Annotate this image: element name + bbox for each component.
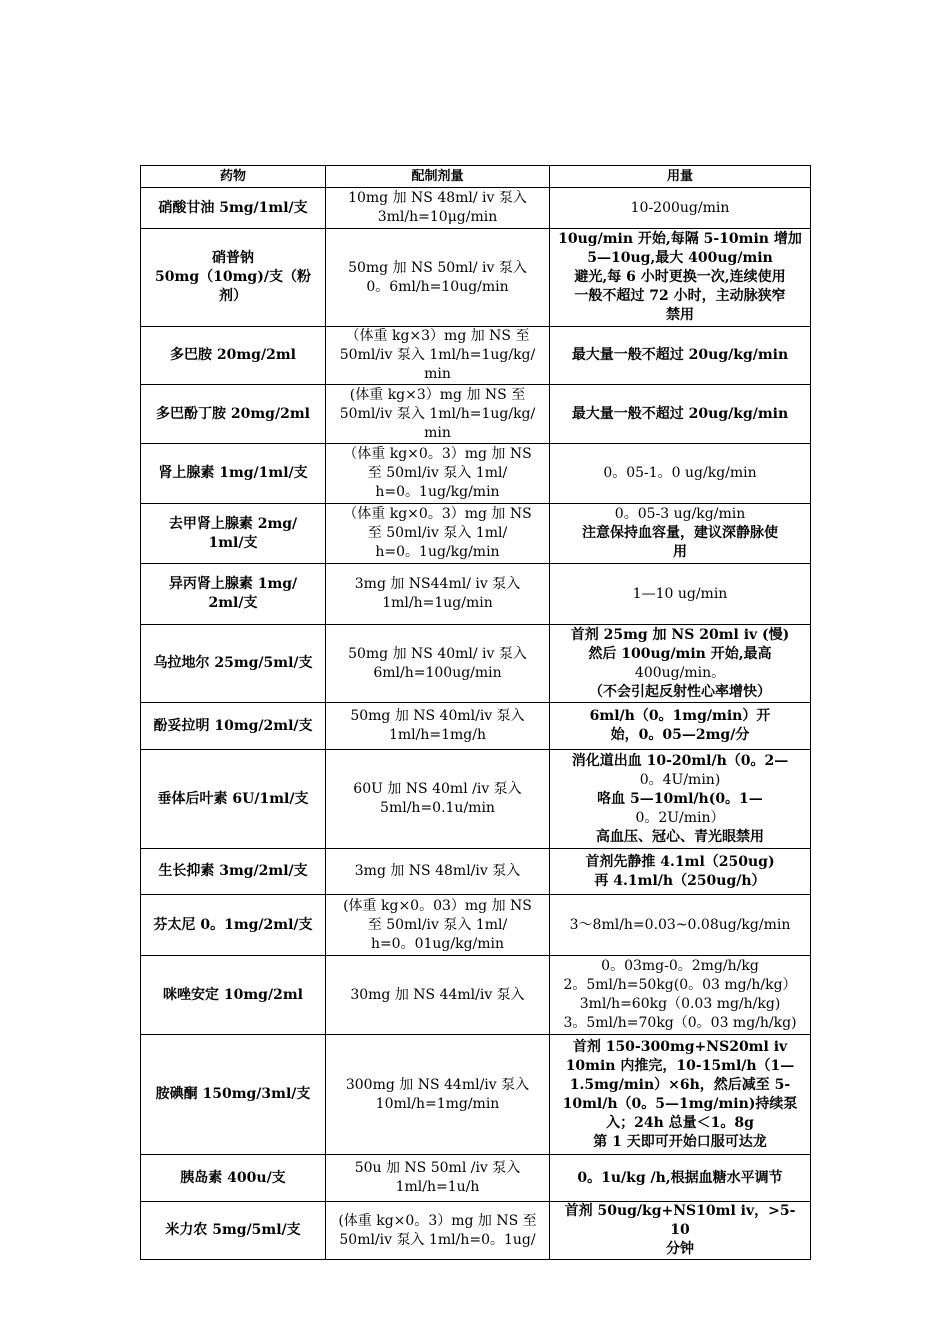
- drug-cell-line: 肾上腺素 1mg/1ml/支: [158, 465, 308, 481]
- preparation-cell-line: 50ml/iv 泵入 1ml/h=1ug/kg/: [339, 347, 536, 363]
- dosage-cell-line: 禁用: [666, 307, 694, 323]
- dosage-cell-line: 10ug/min 开始,每隔 5-10min 增加: [558, 231, 802, 247]
- preparation-cell-line: 至 50ml/iv 泵入 1ml/: [367, 916, 508, 933]
- preparation-cell-line: min: [424, 424, 451, 441]
- dosage-cell-line: 0。05-3 ug/kg/min: [614, 506, 746, 522]
- drug-cell-line: 1ml/支: [208, 534, 258, 551]
- dosage-cell-line: 高血压、冠心、青光眼禁用: [596, 828, 764, 845]
- dosage-cell-line: 3～8ml/h=0.03~0.08ug/kg/min: [569, 916, 791, 933]
- preparation-cell: [326, 385, 550, 444]
- table-row: [141, 895, 811, 956]
- drug-cell: [141, 504, 326, 564]
- dosage-cell: [550, 327, 811, 385]
- drug-cell-line: 2ml/支: [208, 595, 258, 611]
- preparation-cell-line: 50mg 加 NS 40ml/iv 泵入: [350, 708, 525, 724]
- table-row: [141, 849, 811, 895]
- dosage-cell-line: 始，0。05—2mg/分: [610, 727, 750, 743]
- dosage-cell: [550, 849, 811, 895]
- drug-cell: [141, 956, 326, 1035]
- dosage-cell-line: 首剂先静推 4.1ml（250ug): [585, 853, 775, 870]
- drug-cell-line: 咪唑安定 10mg/2ml: [163, 986, 303, 1003]
- drug-cell: [141, 229, 326, 327]
- dosage-cell-line: 最大量一般不超过 20ug/kg/min: [571, 405, 789, 422]
- drug-cell: [141, 564, 326, 625]
- dosage-cell-line: 6ml/h（0。1mg/min）开: [589, 708, 771, 724]
- drug-cell: [141, 444, 326, 504]
- table-row: [141, 1202, 811, 1260]
- dosage-cell: [550, 956, 811, 1035]
- preparation-cell-line: 300mg 加 NS 44ml/iv 泵入: [345, 1076, 530, 1093]
- preparation-cell-line: （体重 kg×0。3）mg 加 NS: [343, 506, 532, 522]
- preparation-cell-line: 50u 加 NS 50ml /iv 泵入: [354, 1160, 521, 1176]
- preparation-cell: [326, 895, 550, 956]
- table-body: [141, 188, 811, 1260]
- preparation-cell-line: 30mg 加 NS 44ml/iv 泵入: [350, 986, 525, 1003]
- drug-cell-line: 剂）: [219, 288, 247, 304]
- table-row: [141, 956, 811, 1035]
- dosage-cell-line: 第 1 天即可开始口服可达龙: [593, 1133, 767, 1150]
- dosage-cell-line: 咯血 5—10ml/h(0。1—: [597, 790, 763, 807]
- dosage-cell: [550, 188, 811, 229]
- drug-dosage-table: [140, 165, 811, 1260]
- preparation-cell-line: 6ml/h=100ug/min: [373, 664, 502, 681]
- preparation-cell: [326, 188, 550, 229]
- drug-cell-line: 米力农 5mg/5ml/支: [165, 1222, 301, 1238]
- preparation-cell-line: 至 50ml/iv 泵入 1ml/: [367, 525, 508, 541]
- preparation-cell-line: 1ml/h=1ug/min: [382, 595, 493, 611]
- table-row: [141, 385, 811, 444]
- preparation-cell: [326, 750, 550, 849]
- drug-cell: [141, 703, 326, 750]
- preparation-cell-line: 0。6ml/h=10ug/min: [366, 278, 509, 295]
- preparation-cell-line: (体重 kg×3）mg 加 NS 至: [349, 386, 526, 403]
- table-row: [141, 188, 811, 229]
- dosage-cell-line: 0。4U/min): [639, 771, 721, 788]
- preparation-cell-line: 50ml/iv 泵入 1ml/h=1ug/kg/: [339, 405, 536, 422]
- dosage-cell-line: 入；24h 总量＜1。8g: [606, 1114, 754, 1131]
- dosage-cell-line: 10min 内推完，10-15ml/h（1—: [565, 1057, 795, 1074]
- drug-cell-line: 胰岛素 400u/支: [180, 1169, 286, 1186]
- preparation-cell-line: 10mg 加 NS 48ml/ iv 泵入: [348, 190, 527, 206]
- preparation-cell-line: 50mg 加 NS 50ml/ iv 泵入: [348, 259, 527, 276]
- dosage-cell: [550, 625, 811, 703]
- dosage-cell-line: （不会引起反射性心率增快）: [589, 683, 771, 700]
- header-drug: 药物: [141, 166, 326, 188]
- dosage-cell: [550, 564, 811, 625]
- drug-cell: [141, 385, 326, 444]
- dosage-cell-line: 首剂 150-300mg+NS20ml iv: [572, 1038, 788, 1055]
- preparation-cell-line: 1ml/h=1u/h: [395, 1179, 480, 1195]
- preparation-cell-line: （体重 kg×0。3）mg 加 NS: [343, 446, 532, 462]
- preparation-cell: [326, 564, 550, 625]
- preparation-cell-line: h=0。01ug/kg/min: [370, 935, 505, 952]
- table-row: [141, 229, 811, 327]
- table-header-row: [141, 166, 811, 188]
- table-row: [141, 444, 811, 504]
- dosage-cell: [550, 229, 811, 327]
- dosage-cell-line: 首剂 25mg 加 NS 20ml iv (慢): [570, 626, 790, 643]
- preparation-cell: [326, 849, 550, 895]
- preparation-cell-line: 3mg 加 NS44ml/ iv 泵入: [354, 576, 521, 592]
- dosage-cell: [550, 703, 811, 750]
- dosage-cell: [550, 444, 811, 504]
- drug-cell-line: 硝酸甘油 5mg/1ml/支: [158, 199, 308, 216]
- drug-cell-line: 芬太尼 0。1mg/2ml/支: [153, 916, 313, 933]
- drug-cell-line: 多巴酚丁胺 20mg/2ml: [156, 405, 310, 422]
- preparation-cell-line: 3ml/h=10μg/min: [377, 209, 498, 225]
- dosage-cell-line: 0。2U/min）: [635, 809, 725, 826]
- dosage-cell: [550, 385, 811, 444]
- dosage-cell-line: 分钟: [666, 1241, 694, 1257]
- dosage-cell-line: 1.5mg/min）×6h，然后减至 5-: [569, 1076, 791, 1093]
- dosage-cell-line: 0。05-1。0 ug/kg/min: [603, 465, 757, 481]
- drug-cell: [141, 849, 326, 895]
- preparation-cell-line: h=0。1ug/kg/min: [375, 484, 500, 500]
- dosage-cell: [550, 895, 811, 956]
- dosage-cell-line: 再 4.1ml/h（250ug/h）: [594, 872, 766, 889]
- preparation-cell-line: 1ml/h=1mg/h: [388, 727, 486, 743]
- drug-cell-line: 垂体后叶素 6U/1ml/支: [157, 790, 309, 807]
- preparation-cell-line: 3mg 加 NS 48ml/iv 泵入: [354, 863, 521, 879]
- dosage-cell-line: 0。03mg-0。2mg/h/kg: [601, 958, 759, 974]
- dosage-cell-line: 400ug/min。: [634, 664, 726, 681]
- preparation-cell-line: 60U 加 NS 40ml /iv 泵入: [353, 781, 522, 797]
- drug-cell: [141, 895, 326, 956]
- dosage-cell: [550, 504, 811, 564]
- table-row: [141, 750, 811, 849]
- dosage-cell-line: 消化道出血 10-20ml/h（0。2—: [571, 752, 789, 769]
- drug-cell-line: 去甲肾上腺素 2mg/: [168, 515, 298, 532]
- dosage-cell-line: 10-200ug/min: [630, 199, 730, 216]
- preparation-cell: [326, 1202, 550, 1260]
- preparation-cell: [326, 956, 550, 1035]
- drug-cell: [141, 750, 326, 849]
- dosage-cell-line: 2。5ml/h=50kg(0。03 mg/h/kg）: [563, 977, 797, 993]
- preparation-cell-line: 10ml/h=1mg/min: [375, 1095, 500, 1112]
- drug-cell-line: 胺碘酮 150mg/3ml/支: [155, 1086, 311, 1102]
- drug-cell-line: 50mg（10mg)/支（粉: [155, 269, 311, 285]
- preparation-cell-line: (体重 kg×0。03）mg 加 NS: [343, 897, 532, 914]
- table-row: [141, 327, 811, 385]
- table-row: [141, 703, 811, 750]
- dosage-cell: [550, 1035, 811, 1155]
- dosage-cell: [550, 1202, 811, 1260]
- dosage-cell-line: 注意保持血容量，建议深静脉使: [582, 525, 778, 541]
- drug-cell: [141, 1202, 326, 1260]
- drug-cell: [141, 1035, 326, 1155]
- drug-cell-line: 生长抑素 3mg/2ml/支: [158, 863, 308, 879]
- dosage-cell-line: 避光,每 6 小时更换一次,连续使用: [574, 269, 786, 285]
- dosage-cell-line: 3。5ml/h=70kg（0。03 mg/h/kg): [563, 1015, 797, 1031]
- dosage-cell-line: 5—10ug,最大 400ug/min: [587, 250, 773, 266]
- table-row: [141, 504, 811, 564]
- dosage-cell-line: 10ml/h（0。5—1mg/min)持续泵: [562, 1095, 798, 1112]
- drug-cell: [141, 327, 326, 385]
- preparation-cell: [326, 229, 550, 327]
- drug-cell-line: 硝普钠: [212, 250, 254, 266]
- dosage-cell: [550, 1155, 811, 1202]
- drug-cell-line: 多巴胺 20mg/2ml: [170, 347, 296, 363]
- preparation-cell-line: 5ml/h=0.1u/min: [380, 800, 495, 816]
- table-row: [141, 625, 811, 703]
- preparation-cell: [326, 1035, 550, 1155]
- dosage-cell-line: 一般不超过 72 小时，主动脉狭窄: [574, 288, 786, 304]
- header-preparation: 配制剂量: [326, 166, 550, 188]
- drug-cell-line: 异丙肾上腺素 1mg/: [168, 576, 298, 592]
- header-dosage: 用量: [550, 166, 811, 188]
- preparation-cell-line: 50ml/iv 泵入 1ml/h=0。1ug/: [339, 1231, 536, 1248]
- preparation-cell: [326, 625, 550, 703]
- table-row: [141, 1155, 811, 1202]
- dosage-cell-line: 最大量一般不超过 20ug/kg/min: [571, 347, 789, 363]
- preparation-cell-line: 至 50ml/iv 泵入 1ml/: [367, 465, 508, 481]
- preparation-cell: [326, 444, 550, 504]
- preparation-cell-line: （体重 kg×3）mg 加 NS 至: [345, 328, 530, 344]
- preparation-cell: [326, 1155, 550, 1202]
- drug-cell: [141, 188, 326, 229]
- preparation-cell-line: h=0。1ug/kg/min: [375, 544, 500, 560]
- dosage-cell-line: 1—10 ug/min: [632, 585, 728, 602]
- preparation-cell-line: (体重 kg×0。3）mg 加 NS 至: [338, 1212, 537, 1229]
- table-row: [141, 564, 811, 625]
- drug-cell-line: 酚妥拉明 10mg/2ml/支: [153, 717, 313, 734]
- drug-cell-line: 乌拉地尔 25mg/5ml/支: [153, 655, 313, 671]
- dosage-cell-line: 首剂 50ug/kg+NS10ml iv，>5-10: [564, 1203, 796, 1238]
- table-row: [141, 1035, 811, 1155]
- dosage-cell-line: 3ml/h=60kg（0.03 mg/h/kg): [579, 996, 781, 1012]
- dosage-cell: [550, 750, 811, 849]
- dosage-cell-line: 然后 100ug/min 开始,最高: [588, 645, 772, 662]
- dosage-cell-line: 0。1u/kg /h,根据血糖水平调节: [577, 1169, 783, 1186]
- preparation-cell-line: min: [424, 366, 451, 382]
- dosage-cell-line: 用: [673, 544, 687, 560]
- drug-cell: [141, 625, 326, 703]
- preparation-cell-line: 50mg 加 NS 40ml/ iv 泵入: [348, 645, 527, 662]
- preparation-cell: [326, 504, 550, 564]
- preparation-cell: [326, 703, 550, 750]
- preparation-cell: [326, 327, 550, 385]
- drug-cell: [141, 1155, 326, 1202]
